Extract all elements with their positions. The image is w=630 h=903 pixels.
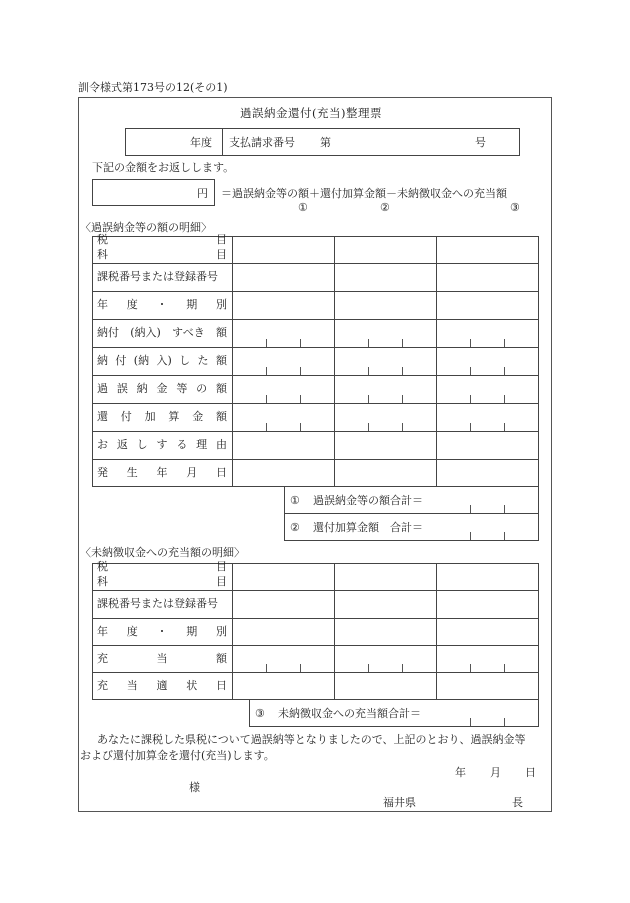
label-part: 度 (126, 298, 138, 311)
label-part: 等 (176, 382, 188, 395)
label-part: の (196, 382, 208, 395)
issuer-title: 長 (512, 796, 523, 809)
label-part: 額 (215, 326, 227, 339)
label-part: 充 (97, 651, 108, 665)
section2-input-cell[interactable] (335, 564, 435, 589)
section2-input-cell[interactable] (335, 673, 435, 698)
section2-total-value[interactable] (399, 700, 536, 725)
digit-separator (504, 505, 505, 513)
section1-input-cell[interactable] (335, 320, 435, 346)
section2-total-mark: ③ (255, 707, 265, 720)
digit-separator (368, 664, 369, 672)
section1-input-cell[interactable] (233, 404, 333, 430)
addressee-suffix: 様 (189, 781, 200, 794)
section1-input-cell[interactable] (335, 292, 435, 318)
section2-row-label (97, 680, 227, 691)
section2-input-cell[interactable] (233, 646, 333, 671)
label-part: 科 (97, 248, 108, 262)
digit-separator (470, 339, 471, 347)
label-part: 生 (126, 465, 138, 479)
digit-separator (504, 664, 505, 672)
label-part: 金 (156, 382, 168, 395)
section2-input-cell[interactable] (437, 619, 537, 644)
notice-line-2: および還付加算金を還付(充当)します。 (80, 749, 275, 762)
section1-input-cell[interactable] (335, 376, 435, 402)
label-part: 日 (216, 678, 227, 692)
digit-separator (504, 395, 505, 403)
digit-separator (470, 505, 471, 513)
section1-input-cell[interactable] (437, 320, 537, 346)
section1-input-cell[interactable] (437, 292, 537, 318)
digit-separator (504, 367, 505, 375)
digit-separator (504, 423, 505, 431)
digit-separator (470, 423, 471, 431)
section1-input-cell[interactable] (233, 432, 333, 458)
digit-separator (504, 718, 505, 726)
section2-input-cell[interactable] (335, 619, 435, 644)
formula-mark-3: ③ (510, 201, 520, 214)
section1-input-cell[interactable] (437, 376, 537, 402)
label-part: (納入) (130, 326, 161, 339)
section1-input-cell[interactable] (335, 404, 435, 430)
label-part: 加 (144, 410, 156, 423)
label-part: (納 (133, 354, 150, 367)
label-part: 額 (215, 382, 227, 395)
yen-label: 円 (197, 187, 208, 200)
label-part: る (176, 438, 188, 451)
digit-separator (300, 339, 301, 347)
section2-input-cell[interactable] (437, 673, 537, 698)
section1-total-value[interactable] (434, 514, 536, 539)
fiscal-year-label: 年度 (190, 136, 212, 149)
section1-input-cell[interactable] (233, 376, 333, 402)
section2-row-label-bottom (97, 576, 227, 587)
section1-input-cell[interactable] (335, 432, 435, 458)
label-part: 還 (97, 410, 108, 423)
digit-separator (470, 532, 471, 540)
digit-separator (300, 395, 301, 403)
digit-separator (266, 423, 267, 431)
digit-separator (300, 664, 301, 672)
label-part: 納 (97, 354, 108, 367)
label-part: 度 (126, 624, 138, 638)
digit-separator (266, 339, 267, 347)
label-part: 月 (186, 465, 198, 479)
section2-row-label (97, 626, 227, 637)
section1-total-label: 還付加算金額 合計＝ (313, 521, 423, 534)
label-part: 状 (186, 678, 198, 692)
label-part: 入) (156, 354, 172, 367)
section2-input-cell[interactable] (335, 646, 435, 671)
label-part: 日 (216, 465, 227, 479)
section1-input-cell[interactable] (335, 348, 435, 374)
section1-input-cell[interactable] (233, 292, 333, 318)
section1-input-cell[interactable] (233, 237, 333, 262)
section1-total-mark: ① (290, 494, 300, 507)
section1-input-cell[interactable] (437, 404, 537, 430)
section2-input-cell[interactable] (437, 591, 537, 617)
date-year-label: 年 (455, 766, 466, 779)
label-part: 課税番号または登録番号 (97, 270, 218, 283)
dai-label: 第 (320, 136, 331, 149)
label-part: お (97, 438, 108, 451)
digit-separator (300, 367, 301, 375)
section1-input-cell[interactable] (233, 460, 333, 485)
label-part: 当 (126, 678, 138, 692)
section1-total-label: 過誤納金等の額合計＝ (313, 494, 423, 507)
label-part: 額 (216, 651, 227, 665)
label-part: 納 (136, 382, 148, 395)
digit-separator (300, 423, 301, 431)
section1-row-label (97, 327, 227, 338)
label-part: 別 (216, 298, 227, 311)
section2-input-cell[interactable] (437, 564, 537, 589)
label-part: 充 (97, 678, 108, 692)
section1-row-label (97, 411, 227, 422)
label-part: 目 (216, 559, 227, 573)
issuer-prefecture: 福井県 (383, 796, 416, 809)
section2-row-label (97, 598, 227, 609)
label-part: 年 (97, 298, 108, 311)
section1-input-cell[interactable] (437, 264, 537, 290)
section1-input-cell[interactable] (335, 460, 435, 485)
label-part: 額 (215, 354, 227, 367)
digit-separator (402, 664, 403, 672)
digit-separator (266, 664, 267, 672)
label-part: 金 (192, 410, 204, 423)
section1-input-cell[interactable] (437, 237, 537, 262)
section2-input-cell[interactable] (233, 673, 333, 698)
digit-separator (368, 395, 369, 403)
label-part: ・ (156, 298, 168, 311)
label-part: 誤 (116, 382, 128, 395)
section1-input-cell[interactable] (335, 264, 435, 290)
section1-heading: 〈過誤納金等の額の明細〉 (80, 221, 212, 234)
section1-input-cell[interactable] (437, 432, 537, 458)
header-divider (222, 128, 223, 156)
section1-input-cell[interactable] (437, 348, 537, 374)
label-part: 返 (116, 438, 128, 451)
digit-separator (368, 423, 369, 431)
section1-row-label (97, 439, 227, 450)
section1-input-cell[interactable] (437, 460, 537, 485)
section1-row-label (97, 299, 227, 310)
section2-input-cell[interactable] (233, 591, 333, 617)
section1-input-cell[interactable] (233, 264, 333, 290)
label-part: 科 (97, 575, 108, 589)
digit-separator (266, 395, 267, 403)
label-part: た (197, 354, 209, 367)
label-part: 年 (156, 465, 168, 479)
digit-separator (402, 339, 403, 347)
label-part: 理 (196, 438, 208, 451)
label-part: 目 (216, 575, 227, 589)
label-part: 税 (97, 559, 108, 573)
section2-heading: 〈未納徴収金への充当額の明細〉 (80, 546, 245, 559)
label-part: 適 (156, 678, 168, 692)
formula-mark-2: ② (380, 201, 390, 214)
digit-separator (470, 664, 471, 672)
section2-input-cell[interactable] (233, 564, 333, 589)
intro-text: 下記の金額をお返しします。 (92, 161, 235, 174)
label-part: ・ (156, 624, 168, 638)
section1-row-label (97, 271, 227, 282)
section1-total-value[interactable] (434, 487, 536, 512)
digit-separator (470, 395, 471, 403)
label-part: 算 (168, 410, 180, 423)
label-part: すべき (172, 326, 205, 339)
section1-input-cell[interactable] (233, 320, 333, 346)
digit-separator (402, 423, 403, 431)
payment-request-label: 支払請求番号 (229, 136, 295, 149)
section1-input-cell[interactable] (335, 237, 435, 262)
digit-separator (402, 395, 403, 403)
digit-separator (470, 367, 471, 375)
form-title: 過誤納金還付(充当)整理票 (240, 106, 382, 120)
label-part: 期 (186, 298, 198, 311)
section1-row-label (97, 383, 227, 394)
section1-row-label (97, 467, 227, 478)
label-part: 額 (215, 410, 227, 423)
form-number: 訓令様式第173号の12(その1) (78, 81, 228, 94)
label-part: す (156, 438, 168, 451)
date-month-label: 月 (490, 766, 501, 779)
section2-row-label-top (97, 561, 227, 572)
section2-row-label (97, 653, 227, 664)
notice-line-1: あなたに課税した県税について過誤納等となりましたので、上記のとおり、過誤納金等 (97, 733, 526, 746)
label-part: 納付 (97, 326, 119, 339)
label-part: 課税番号または登録番号 (97, 597, 218, 610)
date-day-label: 日 (525, 766, 536, 779)
label-part: 別 (216, 624, 227, 638)
label-part: 付 (115, 354, 127, 367)
label-part: 過 (97, 382, 108, 395)
digit-separator (504, 532, 505, 540)
section2-total-label: 未納徴収金への充当額合計＝ (278, 707, 421, 720)
section1-row-label-top (97, 234, 227, 245)
section2-input-cell[interactable] (335, 591, 435, 617)
section1-input-cell[interactable] (233, 348, 333, 374)
section1-row-label-bottom (97, 249, 227, 260)
label-part: し (136, 438, 148, 451)
label-part: 由 (215, 438, 227, 451)
label-part: 税 (97, 232, 108, 246)
formula-mark-1: ① (298, 201, 308, 214)
section2-input-cell[interactable] (233, 619, 333, 644)
section2-input-cell[interactable] (437, 646, 537, 671)
digit-separator (504, 339, 505, 347)
label-part: 目 (216, 248, 227, 262)
section1-total-mark: ② (290, 521, 300, 534)
label-part: 目 (216, 232, 227, 246)
digit-separator (368, 339, 369, 347)
digit-separator (470, 718, 471, 726)
label-part: 発 (97, 465, 108, 479)
go-label: 号 (475, 136, 486, 149)
label-part: 当 (156, 651, 168, 665)
section1-row-label (97, 355, 227, 366)
digit-separator (266, 367, 267, 375)
digit-separator (368, 367, 369, 375)
label-part: 期 (186, 624, 198, 638)
digit-separator (402, 367, 403, 375)
label-part: し (179, 354, 191, 367)
label-part: 年 (97, 624, 108, 638)
label-part: 付 (120, 410, 132, 423)
refund-formula: ＝過誤納金等の額＋還付加算金額－未納徴収金への充当額 (221, 187, 507, 200)
